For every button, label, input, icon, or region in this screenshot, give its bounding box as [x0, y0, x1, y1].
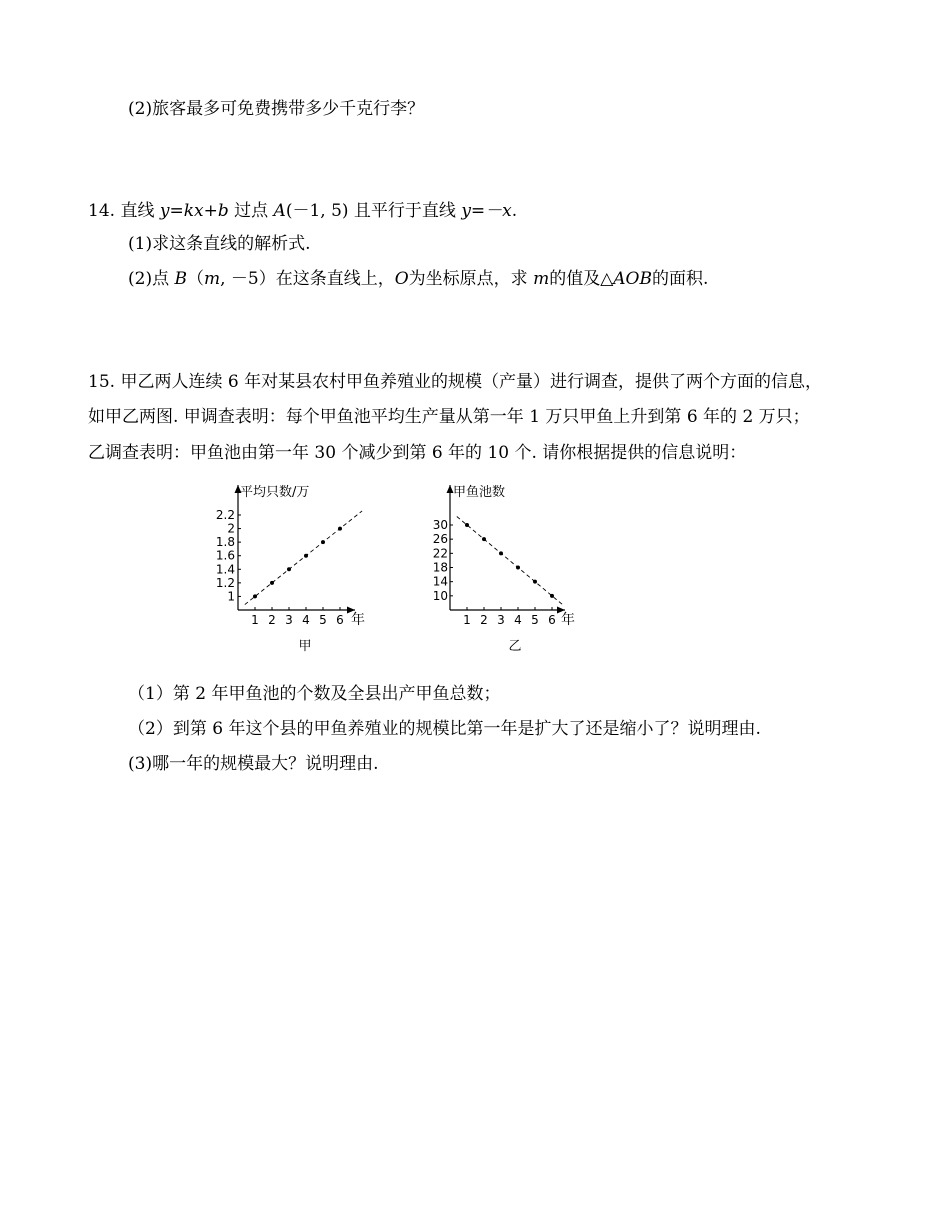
y-tick-label: 22: [432, 546, 448, 561]
q15-part3: (3)哪一年的规模最大？说明理由.: [128, 754, 379, 774]
q14-part2-text: 为坐标原点，求: [408, 269, 534, 289]
y-tick-label: 30: [432, 518, 448, 532]
q14-stem-text: 过点: [228, 201, 274, 221]
data-point: [482, 537, 486, 541]
q14-equation-parallel: y=－x: [461, 201, 512, 221]
y-tick-label: 1.2: [215, 575, 235, 590]
q14-point-a: A: [273, 201, 286, 221]
q14-stem: [88, 199, 517, 223]
data-point: [270, 581, 274, 585]
x-tick-label: 3: [497, 613, 505, 627]
chart-title: 甲: [298, 639, 312, 654]
data-point: [499, 551, 503, 555]
q14-equation: y=kx+b: [159, 201, 229, 221]
q14-part2: [128, 267, 708, 291]
y-axis-label: 甲鱼池数: [453, 485, 506, 500]
x-tick-label: 6: [336, 613, 344, 627]
q15-part2: （2）到第 6 年这个县的甲鱼养殖业的规模比第一年是扩大了还是缩小了？说明理由.: [128, 719, 761, 739]
q14-origin-o: O: [394, 269, 409, 289]
trend-line: [245, 511, 362, 605]
x-axis-label: 年: [561, 612, 575, 628]
q14-triangle-aob: AOB: [613, 269, 652, 289]
x-tick-label: 1: [251, 613, 259, 627]
q14-part2-text: 的值及△: [549, 269, 614, 289]
x-tick-label: 1: [463, 613, 471, 627]
chart-title: 乙: [508, 639, 522, 654]
data-point: [465, 523, 469, 527]
y-axis-label: 平均只数/万: [240, 485, 310, 500]
data-point: [321, 540, 325, 544]
y-tick-label: 18: [432, 560, 448, 575]
data-point: [550, 594, 554, 598]
x-axis-label: 年: [351, 612, 365, 628]
y-tick-label: 14: [432, 574, 448, 589]
data-point: [338, 527, 342, 531]
q14-var-m: m: [533, 269, 550, 289]
q14-part2-text: （: [186, 269, 204, 289]
y-tick-label: 1.4: [215, 562, 235, 577]
chart-jia: [200, 475, 390, 660]
x-tick-label: 4: [302, 613, 310, 627]
x-tick-label: 2: [480, 613, 488, 627]
y-tick-label: 1: [227, 589, 235, 604]
y-tick-label: 26: [432, 532, 448, 547]
q14-stem-text: (－1, 5) 且平行于直线: [285, 201, 462, 221]
x-tick-label: 5: [531, 613, 539, 627]
data-point: [516, 566, 520, 570]
x-tick-label: 2: [268, 613, 276, 627]
q14-stem-text: 14. 直线: [88, 201, 160, 221]
q15-line1: 15. 甲乙两人连续 6 年对某县农村甲鱼养殖业的规模（产量）进行调查，提供了两个方面的信息，: [88, 372, 823, 392]
y-tick-label: 1.8: [215, 535, 235, 550]
q15-line2: 如甲乙两图. 甲调查表明：每个甲鱼池平均生产量从第一年 1 万只甲鱼上升到第 6 年的 2 万只；: [88, 407, 810, 427]
x-tick-label: 3: [285, 613, 293, 627]
y-tick-label: 1.6: [215, 548, 235, 563]
q14-part2-text: , －5）在这条直线上，: [220, 269, 395, 289]
x-tick-label: 5: [319, 613, 327, 627]
q14-stem-text: .: [511, 201, 518, 221]
q14-point-b: B: [174, 269, 187, 289]
q14-var-m: m: [203, 269, 221, 289]
q15-part1: （1）第 2 年甲鱼池的个数及全县出产甲鱼总数；: [128, 684, 501, 704]
q15-line3: 乙调查表明：甲鱼池由第一年 30 个减少到第 6 年的 10 个. 请你根据提供的信息说明：: [88, 443, 747, 463]
q13-part2: (2)旅客最多可免费携带多少千克行李？: [128, 99, 425, 119]
q14-part2-text: (2)点: [128, 269, 175, 289]
data-point: [253, 594, 257, 598]
q14-part2-text: 的面积.: [652, 269, 709, 289]
trend-line: [457, 517, 562, 605]
chart-yi: [415, 475, 595, 660]
y-tick-label: 2: [227, 521, 235, 536]
data-point: [304, 554, 308, 558]
q14-part1: (1)求这条直线的解析式.: [128, 234, 311, 254]
y-tick-label: 10: [432, 588, 448, 603]
y-tick-label: 2.2: [215, 508, 235, 522]
x-tick-label: 6: [548, 613, 556, 627]
data-point: [287, 567, 291, 571]
data-point: [533, 580, 537, 584]
x-tick-label: 4: [514, 613, 522, 627]
